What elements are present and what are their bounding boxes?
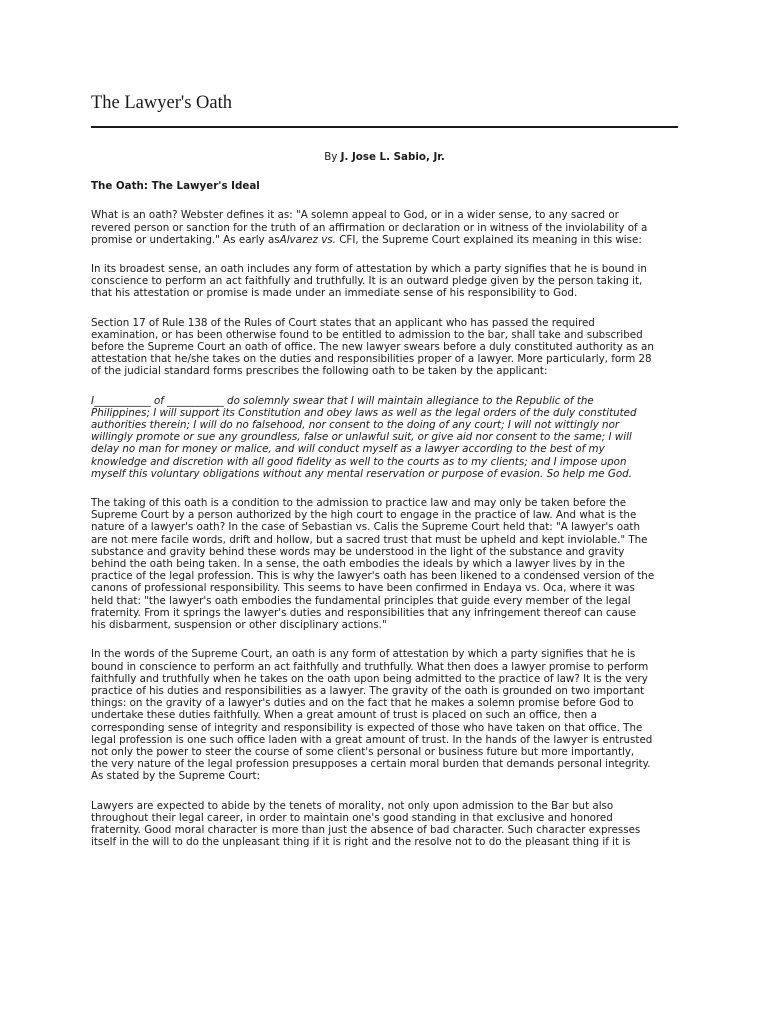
text-run: CFI, the Supreme Court explained its meaning in this wise: xyxy=(335,233,642,246)
oath-line: delay no man for money or malice, and will conduct myself as a lawyer according to the best of my xyxy=(91,443,605,456)
paragraph-line: behind the oath being taken. In a sense, the oath embodies the ideals by which a lawyer lives by in the xyxy=(91,558,625,571)
paragraph-line: that his attestation or promise is made under an immediate sense of his responsibility to God. xyxy=(91,287,578,300)
text-run: promise or undertaking." As early as xyxy=(91,233,280,246)
paragraph-definition xyxy=(91,209,678,246)
paragraph-line: The taking of this oath is a condition to the admission to practice law and may only be taken before the xyxy=(91,497,627,510)
paragraph-line xyxy=(91,234,678,246)
oath-line: willingly promote or sue any groundless, false or unlawful suit, or give aid nor consent to the same; I will xyxy=(91,431,632,444)
paragraph-line: Lawyers are expected to abide by the tenets of morality, not only upon admission to the Bar but also xyxy=(91,799,614,812)
paragraph-line: things: on the gravity of a lawyer's duties and on the fact that he makes a solemn promise before God to xyxy=(91,697,634,710)
oath-line: I___________ of ___________ do solemnly swear that I will maintain allegiance to the Republic of the xyxy=(91,394,594,407)
paragraph-line: conscience to perform an act faithfully and truthfully. It is an outward pledge given by the person taking it, xyxy=(91,275,643,288)
title-divider xyxy=(91,126,678,128)
paragraph-line: of the judicial standard forms prescribes the following oath to be taken by the applicant: xyxy=(91,365,548,378)
paragraph-line: held that: "the lawyer's oath embodies the fundamental principles that guide every member of the legal xyxy=(91,594,631,607)
paragraph-line: As stated by the Supreme Court: xyxy=(91,770,260,783)
paragraph-line: not only the power to steer the course of some client's personal or business future but more importantly, xyxy=(91,745,635,758)
byline-prefix: By xyxy=(324,151,341,163)
paragraph-broadest-sense xyxy=(91,263,678,300)
paragraph-line: are not mere facile words, drift and hollow, but a sacred trust that must be upheld and kept inviolable." The xyxy=(91,533,648,546)
paragraph-line: substance and gravity behind these words may be understood in the light of the substance and gravity xyxy=(91,545,625,558)
oath-line: authorities therein; I will do no falsehood, nor consent to the doing of any court; I will not wittingly nor xyxy=(91,419,620,432)
case-citation: Alvarez vs. xyxy=(279,233,336,246)
paragraph-line: legal profession is one such office laden with a great amount of trust. In the hands of the lawyer is entrusted xyxy=(91,733,653,746)
paragraph-line: before the Supreme Court an oath of office. The new lawyer swears before a duly constituted authority as an xyxy=(91,341,654,354)
oath-line: myself this voluntary obligations without any mental reservation or purpose of evasion. So help me God. xyxy=(91,467,632,480)
paragraph-morality xyxy=(91,800,678,849)
paragraph-line: practice of the legal profession. This is why the lawyer's oath has been likened to a condensed version of the xyxy=(91,570,655,583)
paragraph-line: practice of his duties and responsibilities as a lawyer. The gravity of the oath is grounded on two important xyxy=(91,684,645,697)
paragraph-line: What is an oath? Webster defines it as: "A solemn appeal to God, or in a wider sense, to any sacred or xyxy=(91,209,619,222)
paragraph-line: canons of professional responsibility. This seems to have been confirmed in Endaya vs. Oca, where it was xyxy=(91,582,635,595)
paragraph-line: bound in conscience to perform an act faithfully and truthfully. What then does a lawyer promise to perform xyxy=(91,660,649,673)
paragraph-line: fraternity. Good moral character is more than just the absence of bad character. Such character expresses xyxy=(91,823,641,836)
document-title: The Lawyer's Oath xyxy=(91,93,232,113)
paragraph-line: itself in the will to do the unpleasant thing if it is right and the resolve not to do the pleasant thing if it is xyxy=(91,836,631,849)
paragraph-line: Section 17 of Rule 138 of the Rules of Court states that an applicant who has passed the required xyxy=(91,316,595,329)
paragraph-line: nature of a lawyer's oath? In the case of Sebastian vs. Calis the Supreme Court held that: "A lawyer's oath xyxy=(91,521,640,534)
byline xyxy=(91,151,678,163)
paragraph-condition-of-admission xyxy=(91,497,678,631)
oath-line: knowledge and discretion with all good fidelity as well to the courts as to my clients; and I impose upon xyxy=(91,455,627,468)
paragraph-line: undertake these duties faithfully. When a great amount of trust is placed on such an office, then a xyxy=(91,709,597,722)
paragraph-line: fraternity. From it springs the lawyer's duties and responsibilities that any infringement thereof can cause xyxy=(91,606,637,619)
paragraph-line: corresponding sense of integrity and responsibility is expected of those who have taken on that office. The xyxy=(91,721,643,734)
paragraph-line: the very nature of the legal profession presupposes a certain moral burden that demands personal integrity. xyxy=(91,758,651,771)
paragraph-line: In its broadest sense, an oath includes any form of attestation by which a party signifies that he is bound in xyxy=(91,263,647,276)
author-name: J. Jose L. Sabio, Jr. xyxy=(340,151,445,163)
section-heading: The Oath: The Lawyer's Ideal xyxy=(91,180,260,193)
paragraph-words-of-court xyxy=(91,648,678,782)
paragraph-line: revered person or sanction for the truth of an affirmation or declaration or in witness of the inviolability of a xyxy=(91,221,648,234)
oath-line: Philippines; I will support its Constitution and obey laws as well as the legal orders of the duly constituted xyxy=(91,406,637,419)
oath-text xyxy=(91,395,678,480)
document-body xyxy=(91,151,678,865)
paragraph-rule-138 xyxy=(91,317,678,378)
paragraph-line: faithfully and truthfully when he takes on the oath upon being admitted to the practice of law? It is the very xyxy=(91,672,648,685)
paragraph-line: Supreme Court by a person authorized by the high court to engage in the practice of law. And what is the xyxy=(91,509,637,522)
paragraph-line: his disbarment, suspension or other disciplinary actions." xyxy=(91,619,387,632)
paragraph-line: examination, or has been otherwise found to be entitled to admission to the bar, shall take and subscribed xyxy=(91,328,643,341)
paragraph-line: throughout their legal career, in order to maintain one's good standing in that exclusive and honored xyxy=(91,811,613,824)
paragraph-line: attestation that he/she takes on the duties and responsibilities proper of a lawyer. More particularly, form 28 xyxy=(91,353,652,366)
paragraph-line: In the words of the Supreme Court, an oath is any form of attestation by which a party signifies that he is xyxy=(91,648,636,661)
